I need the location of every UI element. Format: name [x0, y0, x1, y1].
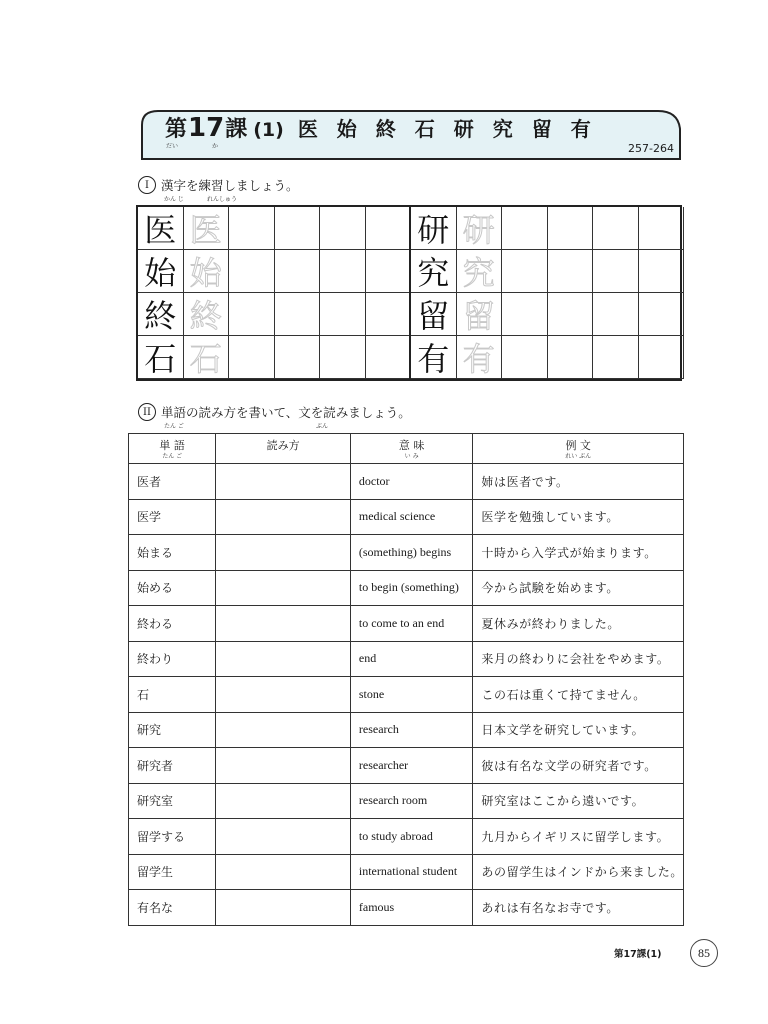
meaning-cell: stone — [350, 677, 473, 713]
example-sentence: 今から試験を始めます。 — [473, 570, 684, 606]
trace-kanji: 医 — [184, 207, 230, 250]
table-row — [129, 854, 684, 890]
meaning-cell: international student — [350, 854, 473, 890]
trace-kanji: 有 — [457, 336, 503, 379]
header-meaning-ruby: い み — [404, 453, 419, 460]
section-2-heading — [138, 403, 411, 421]
kanji-range: 257-264 — [628, 142, 674, 155]
model-kanji: 終 — [138, 293, 184, 336]
table-row — [129, 464, 684, 500]
word-cell: 留学生 — [129, 854, 216, 890]
ruby-renshuu: れんしゅう — [207, 196, 238, 203]
model-kanji: 有 — [411, 336, 457, 379]
header-example — [473, 434, 684, 464]
practice-cell[interactable] — [320, 336, 366, 379]
meaning-cell: medical science — [350, 499, 473, 535]
word-cell: 留学する — [129, 819, 216, 855]
model-kanji: 始 — [138, 250, 184, 293]
word-cell: 始める — [129, 570, 216, 606]
table-row — [129, 570, 684, 606]
word-cell: 有名な — [129, 890, 216, 926]
lesson-part: (1) — [253, 119, 284, 141]
reading-blank[interactable] — [216, 464, 351, 500]
lesson-number: 17 — [188, 113, 225, 143]
section-1-title: 漢字を練習しましょう。 — [161, 178, 299, 193]
reading-blank[interactable] — [216, 677, 351, 713]
practice-cell[interactable] — [593, 336, 639, 379]
table-header-row — [129, 434, 684, 464]
trace-kanji: 研 — [457, 207, 503, 250]
practice-cell[interactable] — [320, 293, 366, 336]
section-1-numeral: I — [138, 176, 156, 194]
practice-cell[interactable] — [366, 207, 412, 250]
example-sentence: 九月からイギリスに留学します。 — [473, 819, 684, 855]
practice-cell[interactable] — [593, 293, 639, 336]
grid-center-divider — [409, 207, 411, 379]
ruby-dai: だい — [166, 143, 179, 150]
reading-blank[interactable] — [216, 748, 351, 784]
table-row — [129, 499, 684, 535]
practice-cell[interactable] — [229, 250, 275, 293]
header-word-label: 単 語 — [159, 439, 185, 452]
trace-kanji: 始 — [184, 250, 230, 293]
meaning-cell: to study abroad — [350, 819, 473, 855]
meaning-cell: research — [350, 712, 473, 748]
meaning-cell: researcher — [350, 748, 473, 784]
word-cell: 研究 — [129, 712, 216, 748]
word-cell: 終わり — [129, 641, 216, 677]
section-1-heading — [138, 176, 299, 194]
trace-kanji: 留 — [457, 293, 503, 336]
model-kanji: 医 — [138, 207, 184, 250]
meaning-cell: (something) begins — [350, 535, 473, 571]
lesson-dai: 第 — [165, 117, 188, 142]
example-sentence: 日本文学を研究しています。 — [473, 712, 684, 748]
example-sentence: 彼は有名な文学の研究者です。 — [473, 748, 684, 784]
practice-cell[interactable] — [639, 293, 685, 336]
example-sentence: この石は重くて持てません。 — [473, 677, 684, 713]
practice-cell[interactable] — [639, 250, 685, 293]
table-row — [129, 819, 684, 855]
practice-cell[interactable] — [320, 207, 366, 250]
reading-blank[interactable] — [216, 712, 351, 748]
practice-cell[interactable] — [502, 293, 548, 336]
model-kanji: 石 — [138, 336, 184, 379]
meaning-cell: research room — [350, 783, 473, 819]
ruby-tango: たん ご — [164, 423, 184, 430]
table-row — [129, 606, 684, 642]
practice-cell[interactable] — [548, 250, 594, 293]
reading-blank[interactable] — [216, 570, 351, 606]
meaning-cell: to begin (something) — [350, 570, 473, 606]
word-cell: 研究者 — [129, 748, 216, 784]
practice-cell[interactable] — [639, 207, 685, 250]
practice-cell[interactable] — [366, 250, 412, 293]
table-row — [129, 783, 684, 819]
trace-kanji: 石 — [184, 336, 230, 379]
practice-cell[interactable] — [502, 207, 548, 250]
model-kanji: 留 — [411, 293, 457, 336]
table-row — [129, 641, 684, 677]
lesson-ka: 課 — [225, 117, 248, 142]
example-sentence: 医学を勉強しています。 — [473, 499, 684, 535]
practice-cell[interactable] — [639, 336, 685, 379]
practice-cell[interactable] — [229, 207, 275, 250]
reading-blank[interactable] — [216, 890, 351, 926]
ruby-bun: ぶん — [316, 423, 329, 430]
word-cell: 石 — [129, 677, 216, 713]
header-word-ruby: たん ご — [162, 453, 183, 460]
practice-cell[interactable] — [275, 207, 321, 250]
lesson-kanji-list: 医始終石研究留有 — [297, 117, 610, 141]
header-word — [129, 434, 216, 464]
footer-lesson-label: 第17課(1) — [614, 949, 662, 960]
practice-cell[interactable] — [229, 336, 275, 379]
example-sentence: あれは有名なお寺です。 — [473, 890, 684, 926]
example-sentence: 来月の終わりに会社をやめます。 — [473, 641, 684, 677]
word-cell: 医者 — [129, 464, 216, 500]
reading-blank[interactable] — [216, 819, 351, 855]
section-2-title: 単語の読み方を書いて、文を読みましょう。 — [161, 405, 411, 420]
example-sentence: あの留学生はインドから来ました。 — [473, 854, 684, 890]
example-sentence: 姉は医者です。 — [473, 464, 684, 500]
practice-cell[interactable] — [502, 250, 548, 293]
example-sentence: 研究室はここから遠いです。 — [473, 783, 684, 819]
header-example-ruby: れい ぶん — [565, 453, 592, 460]
word-cell: 医学 — [129, 499, 216, 535]
header-reading — [216, 434, 351, 464]
model-kanji: 究 — [411, 250, 457, 293]
table-row — [129, 748, 684, 784]
header-reading-label: 読み方 — [266, 439, 300, 452]
practice-cell[interactable] — [275, 293, 321, 336]
example-sentence: 夏休みが終わりました。 — [473, 606, 684, 642]
reading-blank[interactable] — [216, 499, 351, 535]
reading-blank[interactable] — [216, 854, 351, 890]
reading-blank[interactable] — [216, 641, 351, 677]
lesson-title — [165, 112, 610, 143]
word-cell: 終わる — [129, 606, 216, 642]
vocabulary-table — [128, 433, 684, 926]
meaning-cell: doctor — [350, 464, 473, 500]
table-row — [129, 535, 684, 571]
practice-cell[interactable] — [275, 336, 321, 379]
ruby-ka: か — [212, 143, 219, 150]
header-meaning — [350, 434, 473, 464]
meaning-cell: end — [350, 641, 473, 677]
practice-cell[interactable] — [366, 293, 412, 336]
meaning-cell: famous — [350, 890, 473, 926]
trace-kanji: 終 — [184, 293, 230, 336]
section-2-numeral: II — [138, 403, 156, 421]
header-meaning-label: 意 味 — [398, 439, 425, 452]
trace-kanji: 究 — [457, 250, 503, 293]
reading-blank[interactable] — [216, 535, 351, 571]
meaning-cell: to come to an end — [350, 606, 473, 642]
practice-cell[interactable] — [548, 293, 594, 336]
reading-blank[interactable] — [216, 606, 351, 642]
table-row — [129, 712, 684, 748]
table-row — [129, 677, 684, 713]
kanji-practice-grid — [136, 205, 682, 381]
practice-cell[interactable] — [275, 250, 321, 293]
model-kanji: 研 — [411, 207, 457, 250]
practice-cell[interactable] — [502, 336, 548, 379]
example-sentence: 十時から入学式が始まります。 — [473, 535, 684, 571]
practice-cell[interactable] — [548, 207, 594, 250]
practice-cell[interactable] — [593, 207, 639, 250]
practice-cell[interactable] — [548, 336, 594, 379]
header-example-label: 例 文 — [565, 439, 591, 452]
practice-cell[interactable] — [229, 293, 275, 336]
practice-cell[interactable] — [320, 250, 366, 293]
table-row — [129, 890, 684, 926]
practice-cell[interactable] — [366, 336, 412, 379]
word-cell: 研究室 — [129, 783, 216, 819]
ruby-kanji: かん じ — [164, 196, 184, 203]
practice-cell[interactable] — [593, 250, 639, 293]
word-cell: 始まる — [129, 535, 216, 571]
reading-blank[interactable] — [216, 783, 351, 819]
page-number: 85 — [690, 939, 718, 967]
